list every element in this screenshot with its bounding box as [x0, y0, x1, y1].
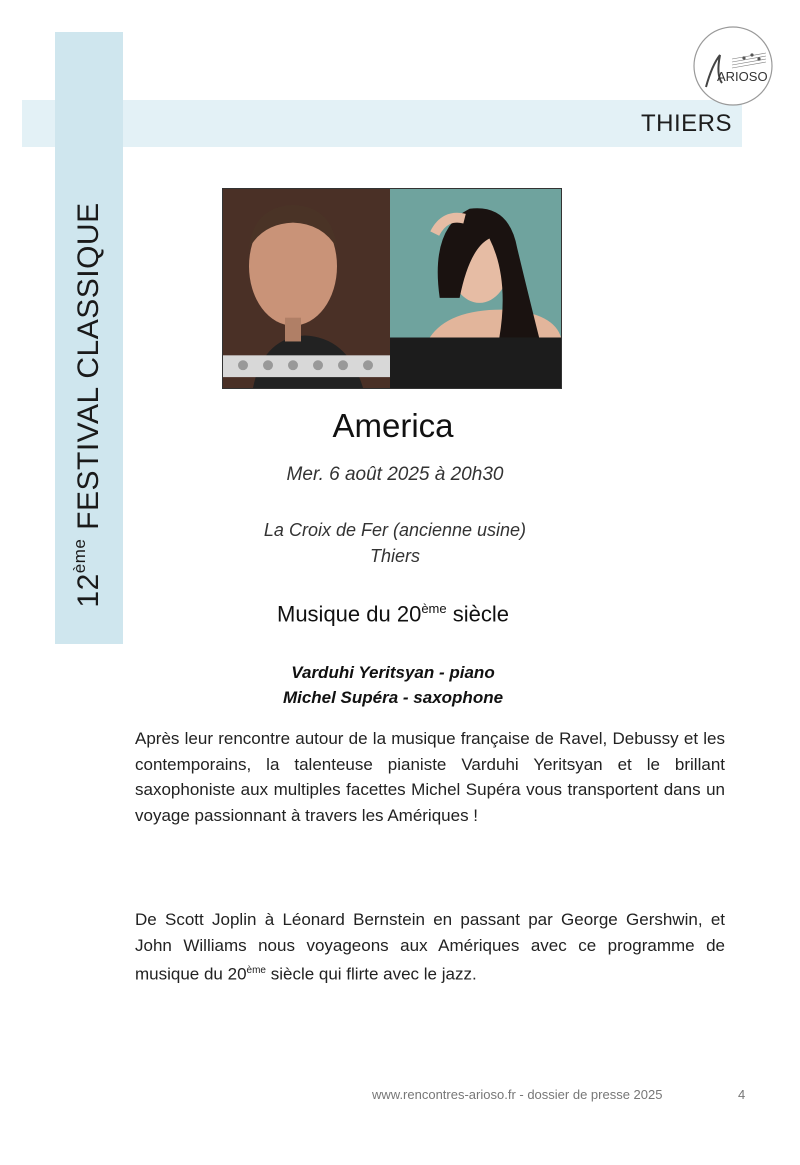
header-band [22, 100, 742, 147]
subtitle-text: Musique du 20 [277, 601, 422, 627]
festival-name: FESTIVAL CLASSIQUE [72, 202, 105, 530]
description-paragraph-2 [135, 907, 725, 987]
festival-number: 12 [72, 573, 105, 608]
festival-number-suffix: ème [70, 538, 89, 574]
event-date: Mer. 6 août 2025 à 20h30 [286, 464, 504, 485]
venue-city: Thiers [369, 546, 420, 566]
program-subtitle [0, 601, 786, 627]
footer-text: www.rencontres-arioso.fr - dossier de presse 2025 [372, 1087, 663, 1102]
performers-list [0, 660, 786, 710]
page-number: 4 [738, 1087, 746, 1102]
logo-text: ARIOSO [717, 69, 768, 84]
paragraph-2-text-end: siècle qui flirte avec le jazz. [265, 964, 477, 984]
artists-photo [222, 188, 562, 389]
pianist-photo [390, 189, 561, 388]
paragraph-2-text: De Scott Joplin à Léonard Bernstein en passant par George Gershwin, et John Williams nous voyageons aux Amériques avec ce programme de musique du 20 [135, 910, 725, 984]
venue-name: La Croix de Fer (ancienne usine) [263, 520, 527, 540]
arioso-logo [692, 25, 774, 107]
event-title: America [332, 407, 454, 444]
description-paragraph-1: Après leur rencontre autour de la musique française de Ravel, Debussy et les contemporains, la talenteuse pianiste Varduhi Yeritsyan et le brillant saxophoniste aux multiples facettes Michel Supéra vous transportent dans un voyage passionnant à travers les Amériques ! [135, 729, 725, 825]
city-label: THIERS [640, 110, 732, 137]
performer-piano: Varduhi Yeritsyan - piano [291, 663, 495, 682]
performer-saxophone: Michel Supéra - saxophone [282, 688, 504, 707]
event-venue [0, 517, 790, 569]
subtitle-text-end: siècle [446, 601, 509, 627]
saxophonist-photo [223, 189, 390, 388]
paragraph-2-superscript: ème [246, 965, 266, 976]
subtitle-superscript: ème [421, 601, 447, 616]
